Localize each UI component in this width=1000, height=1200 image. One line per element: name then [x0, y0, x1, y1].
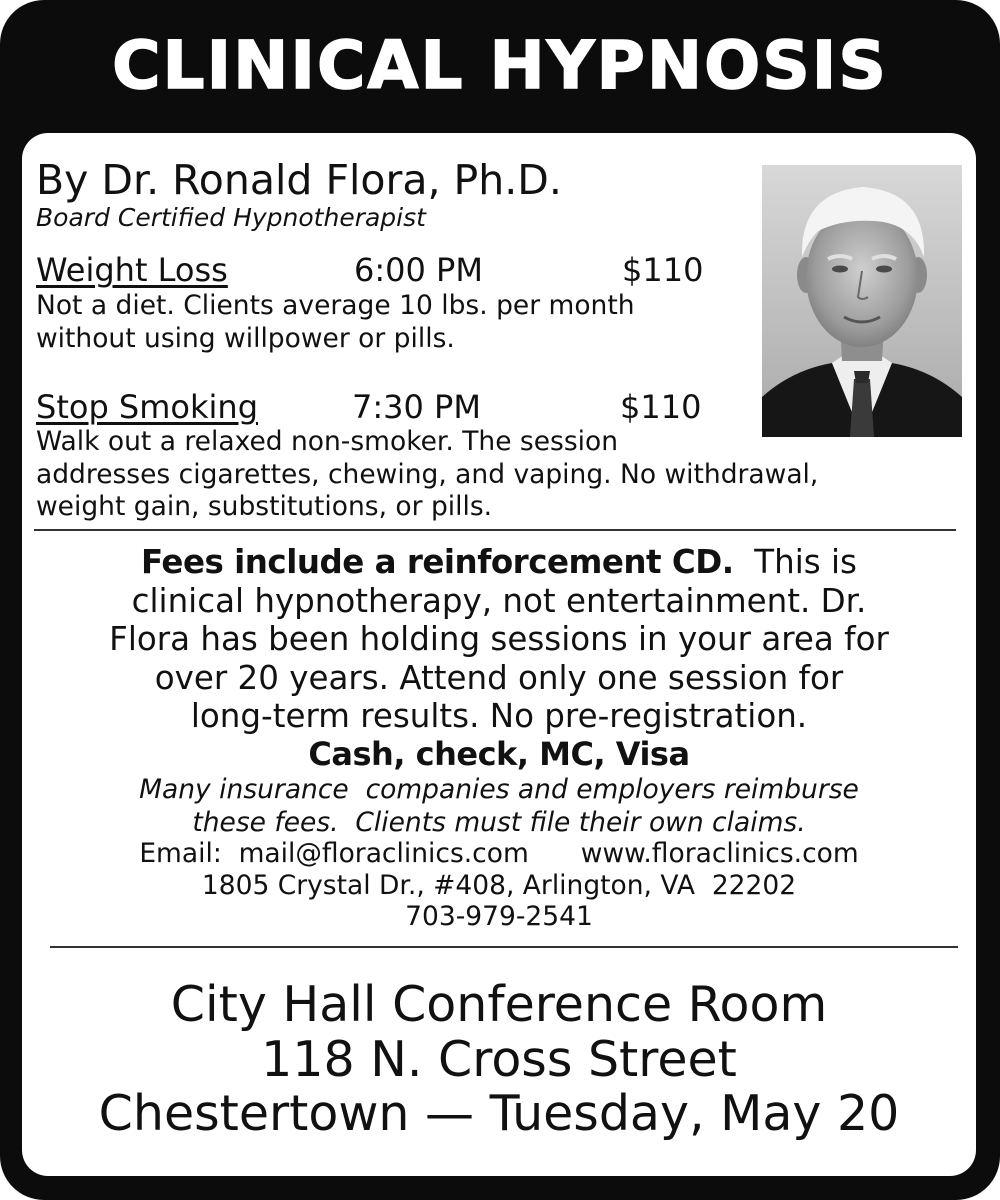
session-name: Weight Loss: [36, 251, 228, 289]
contact-info: [22, 838, 976, 933]
mailing-address: 1805 Crystal Dr., #408, Arlington, VA 22202: [201, 869, 797, 901]
venue-info: [22, 978, 976, 1142]
ad-content-panel: [22, 133, 976, 1176]
description-line: Walk out a relaxed non-smoker. The session: [36, 426, 619, 457]
session-time: 7:30 PM: [352, 388, 481, 426]
fees-line: over 20 years. Attend only one session for: [154, 658, 844, 697]
session-weight-loss-description: [36, 290, 635, 355]
fees-line: clinical hypnotherapy, not entertainment. Dr.: [131, 581, 867, 620]
website-link[interactable]: www.floraclinics.com: [580, 838, 859, 869]
description-line: without using willpower or pills.: [36, 322, 455, 354]
fees-line: Flora has been holding sessions in your area for: [109, 620, 889, 658]
session-time: 6:00 PM: [354, 251, 483, 289]
payment-methods: Cash, check, MC, Visa: [308, 735, 690, 773]
session-stop-smoking-description: [36, 426, 818, 524]
session-stop-smoking-header: [36, 387, 736, 427]
email-link[interactable]: Email: mail@floraclinics.com: [139, 838, 529, 869]
description-line: Not a diet. Clients average 10 lbs. per month: [36, 290, 635, 321]
description-line: weight gain, substitutions, or pills.: [36, 491, 493, 522]
divider: [34, 529, 956, 531]
session-name: Stop Smoking: [36, 388, 258, 426]
venue-street: 118 N. Cross Street: [261, 1030, 737, 1088]
fees-paragraph: [22, 543, 976, 736]
insurance-line: these fees. Clients must file their own claims.: [192, 806, 806, 838]
venue-town-date: Chestertown — Tuesday, May 20: [98, 1085, 900, 1142]
insurance-line: Many insurance companies and employers reimburse: [139, 774, 859, 805]
author-credential: Board Certified Hypnotherapist: [36, 203, 426, 232]
fees-text: This is: [733, 543, 857, 581]
ad-title: CLINICAL HYPNOSIS: [112, 27, 888, 104]
phone-number: 703-979-2541: [405, 901, 593, 932]
description-line: addresses cigarettes, chewing, and vaping. No withdrawal,: [36, 458, 819, 490]
fees-line: long-term results. No pre-registration.: [190, 697, 808, 735]
divider: [50, 946, 958, 948]
insurance-note: [22, 774, 976, 839]
doctor-photo: [762, 165, 962, 437]
session-price: $110: [620, 388, 702, 426]
fees-lead: Fees include a reinforcement CD.: [141, 543, 734, 581]
session-price: $110: [622, 251, 704, 289]
session-weight-loss-header: [36, 250, 736, 290]
venue-name: City Hall Conference Room: [170, 976, 828, 1033]
author-name: By Dr. Ronald Flora, Ph.D.: [36, 156, 562, 204]
